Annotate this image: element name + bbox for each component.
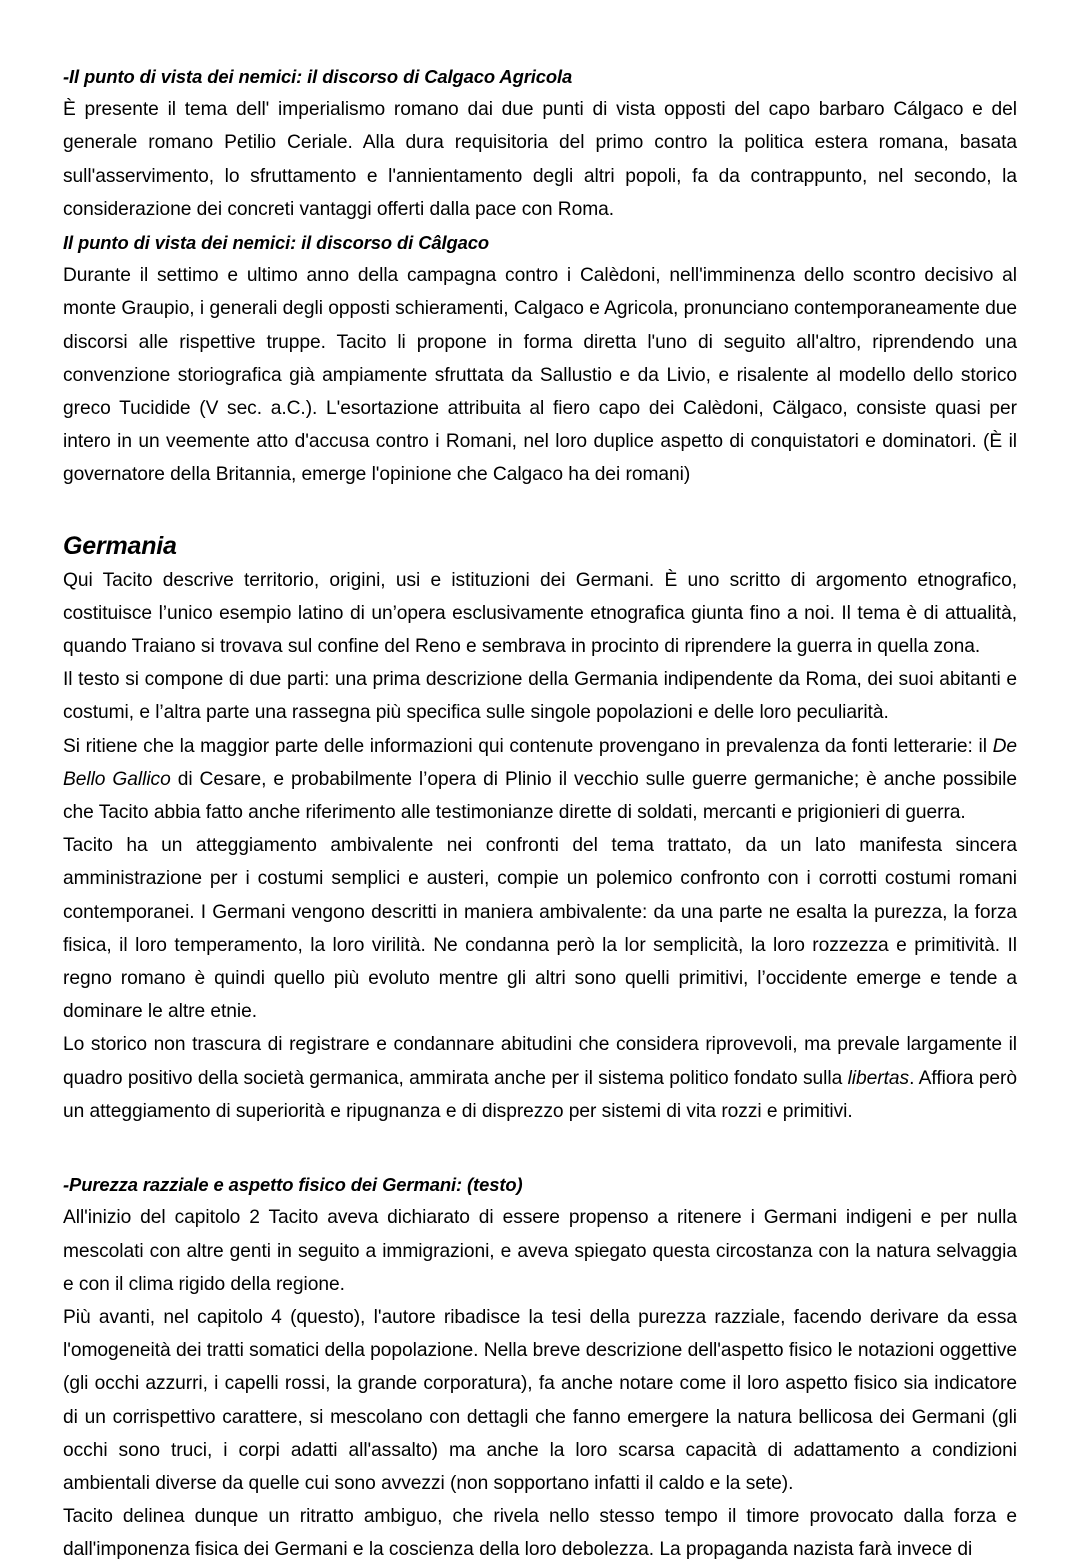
paragraph-capitolo-4: Più avanti, nel capitolo 4 (questo), l'autore ribadisce la tesi della purezza razziale, facendo derivare da essa l'omogeneità dei tratti somatici della popolazione. Nella breve descrizione dell'aspetto fisico le notazioni oggettive (gli occhi azzurri, i capelli rossi, la grande corporatura), fa anche notare come il loro aspetto fisico sia indicatore di un corrispettivo carattere, si mescolano con dettagli che fanno emergere la natura bellicosa dei Germani (gli occhi sono truci, i corpi adatti all'assalto) ma anche la loro scarsa capacità di adattamento a condizioni ambientali diverse da quelle cui sono avvezzi (non sopportano infatti il caldo e la sete). xyxy=(63,1306,1017,1494)
libertas-text-before: Lo storico non trascura di registrare e condannare abitudini che considera riprovevoli, ma prevale largamente il quadro positivo della società germanica, ammirata anche per il sistema politico fondato sulla xyxy=(63,1034,1017,1089)
spacer-before-purezza xyxy=(63,1128,1017,1168)
spacer-before-germania xyxy=(63,492,1017,528)
paragraph-capitolo-2: All'inizio del capitolo 2 Tacito aveva dichiarato di essere propenso a ritenere i Germani indigeni e per nulla mescolati con altre genti in seguito a immigrazioni, e aveva spiegato questa circostanza con la natura selvaggia e con il clima rigido della regione. xyxy=(63,1207,1017,1295)
document-body xyxy=(63,60,1017,1567)
heading-punto-di-vista-agricola: -Il punto di vista dei nemici: il discorso di Calgaco Agricola xyxy=(63,66,573,87)
paragraph-germania-libertas xyxy=(63,1028,1017,1128)
term-libertas: libertas xyxy=(847,1067,910,1089)
paragraph-germania-due-parti: Il testo si compone di due parti: una prima descrizione della Germania indipendente da Roma, dei suoi abitanti e costumi, e l’altra parte una rassegna più specifica sulle singole popolazioni e delle loro peculiarità. xyxy=(63,669,1017,724)
title-de-bello-gallico: De Bello Gallico xyxy=(63,735,1017,790)
fonti-text-before: Si ritiene che la maggior parte delle informazioni qui contenute provengano in prevalenza da fonti letterarie: il xyxy=(63,735,993,757)
paragraph-imperialismo-romano: È presente il tema dell' imperialismo romano dai due punti di vista opposti del capo barbaro Cálgaco e del generale romano Petilio Ceriale. Alla dura requisitoria del primo contro la politica estera romana, basata sull'asservimento, lo sfruttamento e l'annientamento degli altri popoli, fa da contrappunto, nel secondo, la considerazione dei concreti vantaggi offerti dalla pace con Roma. xyxy=(63,99,1017,220)
fonti-text-after: di Cesare, e probabilmente l’opera di Plinio il vecchio sulle guerre germaniche; è anche possibile che Tacito abbia fatto anche riferimento alle testimonianze dirette di soldati, mercanti e prigionieri di guerra. xyxy=(63,768,1017,824)
paragraph-discorso-calgaco: Durante il settimo e ultimo anno della campagna contro i Calèdoni, nell'imminenza dello scontro decisivo al monte Graupio, i generali degli opposti schieramenti, Calgaco e Agricola, pronunciano contemporaneamente due discorsi alle rispettive truppe. Tacito li propone in forma diretta l'uno di seguito all'altro, riprendendo una convenzione storiografica già ampiamente sfruttata da Sallustio e da Livio, e risalente al modello dello storico greco Tucidide (V sec. a.C.). L'esortazione attribuita al fiero capo dei Calèdoni, Cälgaco, consiste quasi per intero in un veemente atto d'accusa contro i Romani, nel loro duplice aspetto di conquistatori e dominatori. (È il governatore della Britannia, emerge l'opinione che Calgaco ha dei romani) xyxy=(63,265,1017,486)
heading-punto-di-vista-calgaco: Il punto di vista dei nemici: il discorso di Câlgaco xyxy=(63,232,490,254)
paragraph-germania-fonti xyxy=(63,730,1017,830)
libertas-text-after: . Affiora però un atteggiamento di superiorità e ripugnanza e di disprezzo per sistemi di vita rozzi e primitivi. xyxy=(63,1067,1017,1122)
paragraph-ritratto-ambiguo: Tacito delinea dunque un ritratto ambiguo, che rivela nello stesso tempo il timore provocato dalla forza e dall'imponenza fisica dei Germani e la coscienza della loro debolezza. La propaganda nazista farà invece di xyxy=(63,1506,1017,1561)
paragraph-germania-ambivalenza: Tacito ha un atteggiamento ambivalente nei confronti del tema trattato, da un lato manifesta sincera amministrazione per i costumi semplici e austeri, compie un polemico confronto con i corrotti costumi romani contemporanei. I Germani vengono descritti in maniera ambivalente: da una parte ne esalta la purezza, la forza fisica, il loro temperamento, la loro virilità. Ne condanna però la lor semplicità, la loro rozzezza e primitività. Il regno romano è quindi quello più evoluto mentre gli altri sono quelli primitivi, l’occidente emerge e tende a dominare le altre etnie. xyxy=(63,835,1017,1023)
heading-purezza-razziale: -Purezza razziale e aspetto fisico dei Germani: (testo) xyxy=(63,1174,523,1196)
heading-germania: Germania xyxy=(63,531,177,560)
paragraph-germania-descrizione: Qui Tacito descrive territorio, origini, usi e istituzioni dei Germani. È uno scritto di argomento etnografico, costituisce l’unico esempio latino di un’opera esclusivamente etnografica giunta fino a noi. Il tema è di attualità, quando Traiano si trovava sul confine del Reno e sembrava in procinto di riprendere la guerra in quella zona. xyxy=(63,569,1017,658)
